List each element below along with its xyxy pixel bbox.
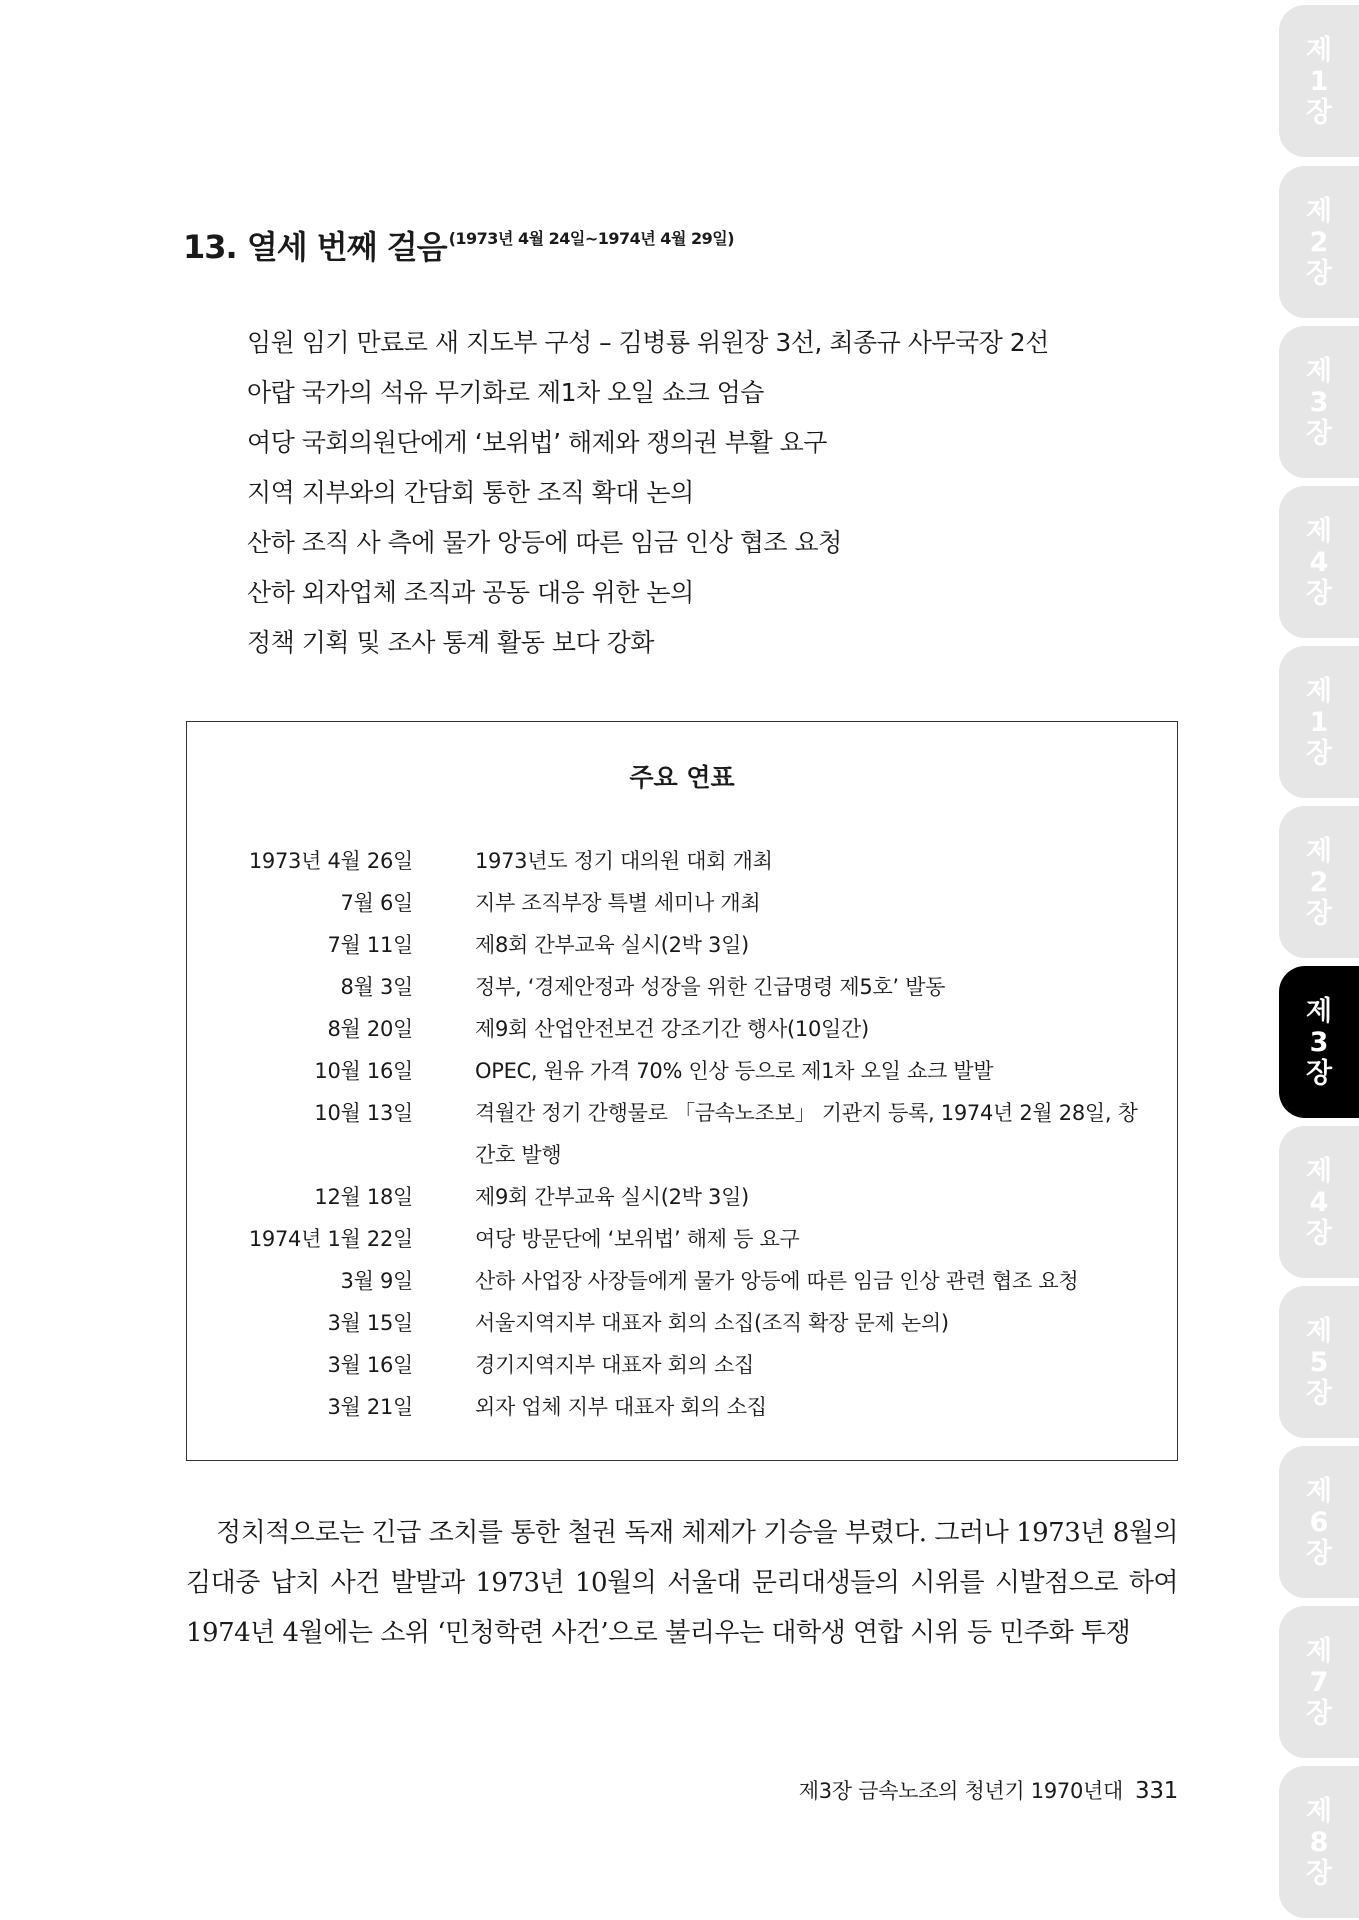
running-title: 제3장 금속노조의 청년기 1970년대 <box>798 1779 1123 1803</box>
chapter-tab-num: 4 <box>1309 546 1329 578</box>
timeline-date: 3월 15일 <box>327 1311 413 1335</box>
timeline-title: 주요 연표 <box>629 763 735 792</box>
timeline-row <box>187 1092 1177 1176</box>
timeline-row <box>187 924 1177 966</box>
chapter-tab[interactable] <box>1279 806 1359 958</box>
chapter-tab-prefix: 제 <box>1305 195 1333 227</box>
timeline-event: 제8회 간부교육 실시(2박 3일) <box>475 933 749 957</box>
chapter-tab-suffix: 장 <box>1305 897 1333 929</box>
chapter-tab-num: 6 <box>1309 1506 1329 1538</box>
body-paragraph: 정치적으로는 긴급 조치를 통한 철권 독재 체제가 기승을 부렸다. 그러나 1973년 8월의 김대중 납치 사건 발발과 1973년 10월의 서울대 문리대생들의 시위를 시발점으로 하여 1974년 4월에는 소위 ‘민청학련 사건’으로 불리우는 대학생 연합 시위 등 민주화 투쟁 <box>186 1518 1178 1648</box>
chapter-tab-suffix: 장 <box>1305 1377 1333 1409</box>
chapter-tab-suffix: 장 <box>1305 96 1333 128</box>
chapter-tab-prefix: 제 <box>1305 1155 1333 1187</box>
page-number: 331 <box>1135 1778 1178 1804</box>
timeline-event: 1973년도 정기 대의원 대회 개최 <box>475 849 773 873</box>
timeline-date: 3월 21일 <box>327 1395 413 1419</box>
chapter-tab-prefix: 제 <box>1305 34 1333 66</box>
timeline-event: 제9회 간부교육 실시(2박 3일) <box>475 1185 749 1209</box>
chapter-tab[interactable] <box>1279 1286 1359 1438</box>
summary-item: 정책 기획 및 조사 통계 활동 보다 강화 <box>247 628 654 657</box>
page-footer <box>786 1775 1178 1805</box>
chapter-tab-num: 2 <box>1309 226 1329 258</box>
summary-item: 여당 국회의원단에게 ‘보위법’ 해제와 쟁의권 부활 요구 <box>247 428 827 457</box>
summary-list <box>247 318 1049 668</box>
chapter-tab-suffix: 장 <box>1305 1697 1333 1729</box>
timeline-row <box>187 1302 1177 1344</box>
timeline-row <box>187 1008 1177 1050</box>
timeline-event: 경기지역지부 대표자 회의 소집 <box>475 1353 754 1377</box>
chapter-tab-prefix: 제 <box>1305 1475 1333 1507</box>
chapter-tab-suffix: 장 <box>1305 257 1333 289</box>
timeline-rows <box>187 840 1177 1428</box>
timeline-event: 산하 사업장 사장들에게 물가 앙등에 따른 임금 인상 관련 협조 요청 <box>475 1269 1079 1293</box>
chapter-tab-suffix: 장 <box>1305 1217 1333 1249</box>
timeline-row <box>187 1386 1177 1428</box>
timeline-date: 3월 16일 <box>327 1353 413 1377</box>
timeline-date: 7월 6일 <box>340 891 413 915</box>
section-title <box>183 222 734 268</box>
timeline-event: 제9회 산업안전보건 강조기간 행사(10일간) <box>475 1017 869 1041</box>
timeline-event: 지부 조직부장 특별 세미나 개최 <box>475 891 761 915</box>
chapter-tab-num: 7 <box>1309 1666 1329 1698</box>
chapter-tab[interactable] <box>1279 1766 1359 1918</box>
summary-item: 산하 조직 사 측에 물가 앙등에 따른 임금 인상 협조 요청 <box>247 528 842 557</box>
chapter-tab-suffix: 장 <box>1305 577 1333 609</box>
chapter-tab-prefix: 제 <box>1305 1315 1333 1347</box>
chapter-tab-suffix: 장 <box>1305 1857 1333 1889</box>
timeline-date: 8월 3일 <box>340 975 413 999</box>
chapter-tab-prefix: 제 <box>1305 1635 1333 1667</box>
chapter-tab-num: 1 <box>1309 65 1329 97</box>
chapter-tab[interactable] <box>1279 646 1359 798</box>
timeline-box <box>186 721 1178 1461</box>
timeline-date: 8월 20일 <box>327 1017 413 1041</box>
chapter-tab-num: 4 <box>1309 1186 1329 1218</box>
chapter-tab-suffix: 장 <box>1305 737 1333 769</box>
chapter-tab[interactable] <box>1279 326 1359 478</box>
chapter-tab[interactable] <box>1279 1606 1359 1758</box>
timeline-row <box>187 1176 1177 1218</box>
summary-item: 임원 임기 만료로 새 지도부 구성 – 김병룡 위원장 3선, 최종규 사무국장 2선 <box>247 328 1049 357</box>
chapter-tab-prefix: 제 <box>1305 355 1333 387</box>
chapter-tabs <box>1279 0 1359 1920</box>
timeline-row <box>187 840 1177 882</box>
summary-item: 산하 외자업체 조직과 공동 대응 위한 논의 <box>247 578 694 607</box>
chapter-tab[interactable] <box>1279 5 1359 157</box>
chapter-tab-prefix: 제 <box>1305 835 1333 867</box>
section-title-text: 13. 열세 번째 걸음 <box>183 228 447 266</box>
chapter-tab-prefix: 제 <box>1305 675 1333 707</box>
timeline-event: 격월간 정기 간행물로 「금속노조보」 기관지 등록, 1974년 2월 28일, 창간호 발행 <box>475 1101 1138 1167</box>
summary-item: 지역 지부와의 간담회 통한 조직 확대 논의 <box>247 478 694 507</box>
chapter-tab[interactable] <box>1279 166 1359 318</box>
timeline-row <box>187 1344 1177 1386</box>
timeline-event: 서울지역지부 대표자 회의 소집(조직 확장 문제 논의) <box>475 1311 949 1335</box>
chapter-tab-prefix: 제 <box>1305 995 1333 1027</box>
timeline-date: 1973년 4월 26일 <box>248 849 413 873</box>
timeline-date: 10월 13일 <box>314 1101 413 1125</box>
timeline-row <box>187 1260 1177 1302</box>
chapter-tab-prefix: 제 <box>1305 515 1333 547</box>
timeline-date: 3월 9일 <box>340 1269 413 1293</box>
chapter-tab-num: 3 <box>1309 1026 1329 1058</box>
timeline-event: 정부, ‘경제안정과 성장을 위한 긴급명령 제5호’ 발동 <box>475 975 946 999</box>
timeline-date: 10월 16일 <box>314 1059 413 1083</box>
chapter-tab[interactable] <box>1279 1446 1359 1598</box>
timeline-row <box>187 1218 1177 1260</box>
timeline-row <box>187 882 1177 924</box>
timeline-event: 외자 업체 지부 대표자 회의 소집 <box>475 1395 767 1419</box>
timeline-row <box>187 1050 1177 1092</box>
timeline-event: OPEC, 원유 가격 70% 인상 등으로 제1차 오일 쇼크 발발 <box>475 1059 994 1083</box>
chapter-tab-suffix: 장 <box>1305 1537 1333 1569</box>
timeline-date: 1974년 1월 22일 <box>248 1227 413 1251</box>
chapter-tab-suffix: 장 <box>1305 417 1333 449</box>
chapter-tab-num: 1 <box>1309 706 1329 738</box>
chapter-tab[interactable] <box>1279 1126 1359 1278</box>
timeline-event: 여당 방문단에 ‘보위법’ 해제 등 요구 <box>475 1227 800 1251</box>
chapter-tab-suffix: 장 <box>1305 1057 1333 1089</box>
summary-item: 아랍 국가의 석유 무기화로 제1차 오일 쇼크 엄습 <box>247 378 764 407</box>
chapter-tab[interactable] <box>1279 486 1359 638</box>
chapter-tab-prefix: 제 <box>1305 1795 1333 1827</box>
timeline-row <box>187 966 1177 1008</box>
chapter-tab-num: 3 <box>1309 386 1329 418</box>
timeline-date: 7월 11일 <box>327 933 413 957</box>
chapter-tab-num: 2 <box>1309 866 1329 898</box>
timeline-date: 12월 18일 <box>314 1185 413 1209</box>
chapter-tab-num: 8 <box>1309 1826 1329 1858</box>
chapter-tab-num: 5 <box>1309 1346 1329 1378</box>
section-period: (1973년 4월 24일~1974년 4월 29일) <box>448 229 735 248</box>
chapter-tab[interactable] <box>1279 966 1359 1118</box>
